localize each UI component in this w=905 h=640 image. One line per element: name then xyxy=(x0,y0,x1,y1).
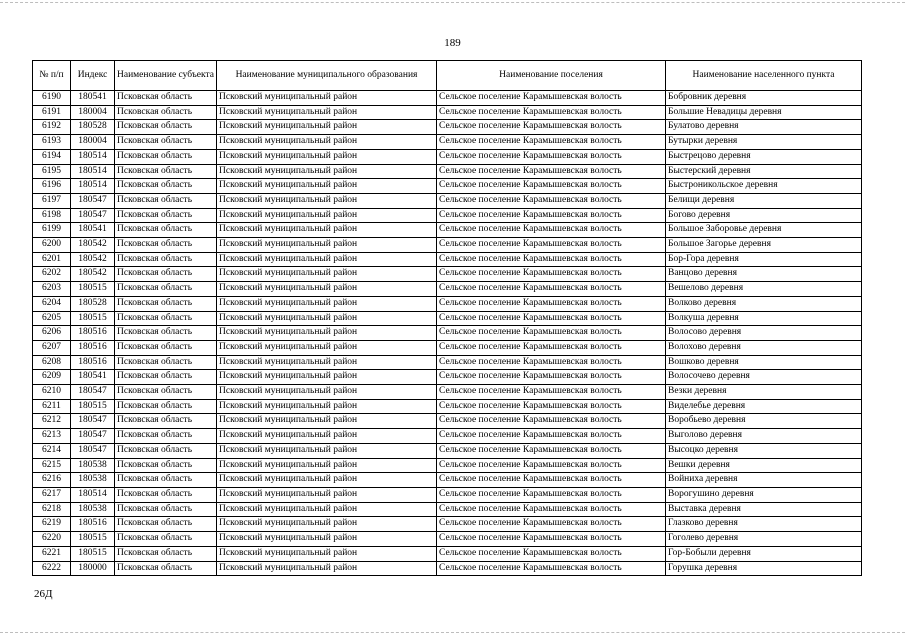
municipality-cell: Псковский муниципальный район xyxy=(217,208,437,223)
subject-cell: Псковская область xyxy=(115,370,217,385)
municipality-cell: Псковский муниципальный район xyxy=(217,443,437,458)
subject-cell: Псковская область xyxy=(115,179,217,194)
locality-cell: Горушка деревня xyxy=(666,561,862,576)
settlement-cell: Сельское поселение Карамышевская волость xyxy=(437,429,666,444)
row-number-cell: 6215 xyxy=(33,458,71,473)
locality-cell: Везки деревня xyxy=(666,385,862,400)
row-number-cell: 6198 xyxy=(33,208,71,223)
municipality-cell: Псковский муниципальный район xyxy=(217,561,437,576)
table-row xyxy=(33,252,862,267)
row-number-cell: 6207 xyxy=(33,340,71,355)
table-row xyxy=(33,370,862,385)
settlement-cell: Сельское поселение Карамышевская волость xyxy=(437,105,666,120)
index-cell: 180516 xyxy=(71,326,115,341)
municipality-cell: Псковский муниципальный район xyxy=(217,546,437,561)
index-cell: 180547 xyxy=(71,208,115,223)
municipality-cell: Псковский муниципальный район xyxy=(217,385,437,400)
table-row xyxy=(33,267,862,282)
index-cell: 180538 xyxy=(71,458,115,473)
locality-cell: Быстерский деревня xyxy=(666,164,862,179)
municipality-cell: Псковский муниципальный район xyxy=(217,458,437,473)
locality-cell: Бобровник деревня xyxy=(666,91,862,106)
table-row xyxy=(33,311,862,326)
subject-cell: Псковская область xyxy=(115,399,217,414)
municipality-cell: Псковский муниципальный район xyxy=(217,135,437,150)
table-row xyxy=(33,120,862,135)
subject-cell: Псковская область xyxy=(115,340,217,355)
locality-cell: Большое Загорье деревня xyxy=(666,238,862,253)
subject-cell: Псковская область xyxy=(115,532,217,547)
locality-cell: Белищи деревня xyxy=(666,193,862,208)
row-number-cell: 6190 xyxy=(33,91,71,106)
municipality-cell: Псковский муниципальный район xyxy=(217,282,437,297)
index-cell: 180547 xyxy=(71,385,115,400)
row-number-cell: 6202 xyxy=(33,267,71,282)
table-row xyxy=(33,473,862,488)
subject-cell: Псковская область xyxy=(115,208,217,223)
municipality-cell: Псковский муниципальный район xyxy=(217,326,437,341)
settlement-cell: Сельское поселение Карамышевская волость xyxy=(437,135,666,150)
table-row xyxy=(33,487,862,502)
settlement-cell: Сельское поселение Карамышевская волость xyxy=(437,91,666,106)
scan-top-edge xyxy=(0,2,905,4)
table-row xyxy=(33,546,862,561)
locality-cell: Богово деревня xyxy=(666,208,862,223)
table-row xyxy=(33,296,862,311)
municipality-cell: Псковский муниципальный район xyxy=(217,311,437,326)
municipality-cell: Псковский муниципальный район xyxy=(217,340,437,355)
municipality-cell: Псковский муниципальный район xyxy=(217,238,437,253)
municipality-cell: Псковский муниципальный район xyxy=(217,532,437,547)
locality-cell: Быстрецово деревня xyxy=(666,149,862,164)
table-row xyxy=(33,414,862,429)
subject-cell: Псковская область xyxy=(115,223,217,238)
settlement-cell: Сельское поселение Карамышевская волость xyxy=(437,517,666,532)
table-row xyxy=(33,149,862,164)
index-cell: 180547 xyxy=(71,414,115,429)
municipality-cell: Псковский муниципальный район xyxy=(217,355,437,370)
header-subject: Наименование субъекта xyxy=(115,61,217,91)
table-row xyxy=(33,282,862,297)
table-row xyxy=(33,179,862,194)
row-number-cell: 6204 xyxy=(33,296,71,311)
page-number: 189 xyxy=(444,37,461,49)
settlement-cell: Сельское поселение Карамышевская волость xyxy=(437,458,666,473)
locality-cell: Волкуша деревня xyxy=(666,311,862,326)
table-row xyxy=(33,517,862,532)
subject-cell: Псковская область xyxy=(115,443,217,458)
municipality-cell: Псковский муниципальный район xyxy=(217,267,437,282)
header-num: № п/п xyxy=(33,61,71,91)
row-number-cell: 6210 xyxy=(33,385,71,400)
row-number-cell: 6213 xyxy=(33,429,71,444)
index-cell: 180541 xyxy=(71,223,115,238)
subject-cell: Псковская область xyxy=(115,546,217,561)
scan-bottom-edge xyxy=(0,632,905,634)
row-number-cell: 6221 xyxy=(33,546,71,561)
index-cell: 180547 xyxy=(71,193,115,208)
table-row xyxy=(33,502,862,517)
subject-cell: Псковская область xyxy=(115,238,217,253)
table-row xyxy=(33,238,862,253)
row-number-cell: 6220 xyxy=(33,532,71,547)
locality-cell: Большие Невадицы деревня xyxy=(666,105,862,120)
index-cell: 180528 xyxy=(71,120,115,135)
settlement-cell: Сельское поселение Карамышевская волость xyxy=(437,252,666,267)
locality-cell: Волосочево деревня xyxy=(666,370,862,385)
index-cell: 180538 xyxy=(71,473,115,488)
row-number-cell: 6199 xyxy=(33,223,71,238)
row-number-cell: 6195 xyxy=(33,164,71,179)
subject-cell: Псковская область xyxy=(115,414,217,429)
table-row xyxy=(33,532,862,547)
locality-cell: Гоголево деревня xyxy=(666,532,862,547)
municipality-cell: Псковский муниципальный район xyxy=(217,429,437,444)
subject-cell: Псковская область xyxy=(115,355,217,370)
locality-cell: Виделебье деревня xyxy=(666,399,862,414)
table-row xyxy=(33,355,862,370)
locality-cell: Бор-Гора деревня xyxy=(666,252,862,267)
table-row xyxy=(33,443,862,458)
locality-cell: Глазково деревня xyxy=(666,517,862,532)
row-number-cell: 6208 xyxy=(33,355,71,370)
index-cell: 180515 xyxy=(71,282,115,297)
table-row xyxy=(33,193,862,208)
index-cell: 180542 xyxy=(71,267,115,282)
row-number-cell: 6212 xyxy=(33,414,71,429)
row-number-cell: 6214 xyxy=(33,443,71,458)
settlement-cell: Сельское поселение Карамышевская волость xyxy=(437,443,666,458)
subject-cell: Псковская область xyxy=(115,473,217,488)
index-cell: 180514 xyxy=(71,179,115,194)
row-number-cell: 6206 xyxy=(33,326,71,341)
row-number-cell: 6191 xyxy=(33,105,71,120)
table-row xyxy=(33,164,862,179)
row-number-cell: 6203 xyxy=(33,282,71,297)
row-number-cell: 6196 xyxy=(33,179,71,194)
locality-cell: Волосово деревня xyxy=(666,326,862,341)
municipality-cell: Псковский муниципальный район xyxy=(217,149,437,164)
settlement-cell: Сельское поселение Карамышевская волость xyxy=(437,267,666,282)
subject-cell: Псковская область xyxy=(115,135,217,150)
municipality-cell: Псковский муниципальный район xyxy=(217,105,437,120)
locality-cell: Вешки деревня xyxy=(666,458,862,473)
settlement-cell: Сельское поселение Карамышевская волость xyxy=(437,385,666,400)
settlement-cell: Сельское поселение Карамышевская волость xyxy=(437,149,666,164)
header-locality: Наименование населенного пункта xyxy=(666,61,862,91)
settlement-cell: Сельское поселение Карамышевская волость xyxy=(437,179,666,194)
row-number-cell: 6194 xyxy=(33,149,71,164)
footer-code: 26Д xyxy=(34,588,53,600)
table-body xyxy=(33,91,862,576)
row-number-cell: 6216 xyxy=(33,473,71,488)
header-index: Индекс xyxy=(71,61,115,91)
index-cell: 180528 xyxy=(71,296,115,311)
locality-cell: Гор-Бобыли деревня xyxy=(666,546,862,561)
row-number-cell: 6217 xyxy=(33,487,71,502)
settlement-cell: Сельское поселение Карамышевская волость xyxy=(437,414,666,429)
locality-cell: Булатово деревня xyxy=(666,120,862,135)
index-cell: 180514 xyxy=(71,149,115,164)
locality-cell: Ворогушино деревня xyxy=(666,487,862,502)
subject-cell: Псковская область xyxy=(115,296,217,311)
row-number-cell: 6222 xyxy=(33,561,71,576)
municipality-cell: Псковский муниципальный район xyxy=(217,399,437,414)
table-row xyxy=(33,429,862,444)
header-settlement: Наименование поселения xyxy=(437,61,666,91)
table-row xyxy=(33,326,862,341)
locality-cell: Выставка деревня xyxy=(666,502,862,517)
header-municipality: Наименование муниципального образования xyxy=(217,61,437,91)
settlement-cell: Сельское поселение Карамышевская волость xyxy=(437,193,666,208)
index-cell: 180514 xyxy=(71,164,115,179)
index-cell: 180538 xyxy=(71,502,115,517)
locality-cell: Большое Заборовье деревня xyxy=(666,223,862,238)
subject-cell: Псковская область xyxy=(115,267,217,282)
settlement-cell: Сельское поселение Карамышевская волость xyxy=(437,296,666,311)
municipality-cell: Псковский муниципальный район xyxy=(217,179,437,194)
settlement-cell: Сельское поселение Карамышевская волость xyxy=(437,340,666,355)
settlement-cell: Сельское поселение Карамышевская волость xyxy=(437,546,666,561)
municipality-cell: Псковский муниципальный район xyxy=(217,414,437,429)
table-row xyxy=(33,208,862,223)
settlement-cell: Сельское поселение Карамышевская волость xyxy=(437,532,666,547)
locality-cell: Волохово деревня xyxy=(666,340,862,355)
index-cell: 180547 xyxy=(71,429,115,444)
table-row xyxy=(33,91,862,106)
settlement-cell: Сельское поселение Карамышевская волость xyxy=(437,120,666,135)
subject-cell: Псковская область xyxy=(115,517,217,532)
municipality-cell: Псковский муниципальный район xyxy=(217,120,437,135)
subject-cell: Псковская область xyxy=(115,282,217,297)
table-row xyxy=(33,105,862,120)
subject-cell: Псковская область xyxy=(115,429,217,444)
settlement-cell: Сельское поселение Карамышевская волость xyxy=(437,561,666,576)
index-cell: 180004 xyxy=(71,105,115,120)
municipality-cell: Псковский муниципальный район xyxy=(217,487,437,502)
row-number-cell: 6219 xyxy=(33,517,71,532)
settlement-cell: Сельское поселение Карамышевская волость xyxy=(437,487,666,502)
table-row xyxy=(33,135,862,150)
municipality-cell: Псковский муниципальный район xyxy=(217,164,437,179)
index-cell: 180515 xyxy=(71,546,115,561)
settlement-cell: Сельское поселение Карамышевская волость xyxy=(437,370,666,385)
table-row xyxy=(33,340,862,355)
row-number-cell: 6205 xyxy=(33,311,71,326)
table-header-row xyxy=(33,61,862,91)
table-row xyxy=(33,561,862,576)
subject-cell: Псковская область xyxy=(115,105,217,120)
index-cell: 180000 xyxy=(71,561,115,576)
index-cell: 180515 xyxy=(71,311,115,326)
localities-table xyxy=(32,60,862,576)
subject-cell: Псковская область xyxy=(115,120,217,135)
settlement-cell: Сельское поселение Карамышевская волость xyxy=(437,473,666,488)
subject-cell: Псковская область xyxy=(115,502,217,517)
index-cell: 180541 xyxy=(71,370,115,385)
row-number-cell: 6192 xyxy=(33,120,71,135)
subject-cell: Псковская область xyxy=(115,164,217,179)
locality-cell: Вошково деревня xyxy=(666,355,862,370)
settlement-cell: Сельское поселение Карамышевская волость xyxy=(437,355,666,370)
municipality-cell: Псковский муниципальный район xyxy=(217,193,437,208)
subject-cell: Псковская область xyxy=(115,311,217,326)
locality-cell: Волково деревня xyxy=(666,296,862,311)
settlement-cell: Сельское поселение Карамышевская волость xyxy=(437,282,666,297)
row-number-cell: 6200 xyxy=(33,238,71,253)
settlement-cell: Сельское поселение Карамышевская волость xyxy=(437,238,666,253)
subject-cell: Псковская область xyxy=(115,149,217,164)
index-cell: 180004 xyxy=(71,135,115,150)
index-cell: 180542 xyxy=(71,252,115,267)
index-cell: 180515 xyxy=(71,399,115,414)
subject-cell: Псковская область xyxy=(115,252,217,267)
index-cell: 180516 xyxy=(71,517,115,532)
locality-cell: Ванцово деревня xyxy=(666,267,862,282)
subject-cell: Псковская область xyxy=(115,561,217,576)
settlement-cell: Сельское поселение Карамышевская волость xyxy=(437,223,666,238)
municipality-cell: Псковский муниципальный район xyxy=(217,91,437,106)
index-cell: 180515 xyxy=(71,532,115,547)
locality-cell: Бутырки деревня xyxy=(666,135,862,150)
municipality-cell: Псковский муниципальный район xyxy=(217,223,437,238)
locality-cell: Вешелово деревня xyxy=(666,282,862,297)
subject-cell: Псковская область xyxy=(115,487,217,502)
row-number-cell: 6211 xyxy=(33,399,71,414)
municipality-cell: Псковский муниципальный район xyxy=(217,370,437,385)
index-cell: 180516 xyxy=(71,340,115,355)
row-number-cell: 6193 xyxy=(33,135,71,150)
table-row xyxy=(33,399,862,414)
subject-cell: Псковская область xyxy=(115,326,217,341)
row-number-cell: 6209 xyxy=(33,370,71,385)
table-row xyxy=(33,223,862,238)
locality-cell: Высоцко деревня xyxy=(666,443,862,458)
settlement-cell: Сельское поселение Карамышевская волость xyxy=(437,326,666,341)
table-row xyxy=(33,385,862,400)
municipality-cell: Псковский муниципальный район xyxy=(217,502,437,517)
row-number-cell: 6218 xyxy=(33,502,71,517)
subject-cell: Псковская область xyxy=(115,458,217,473)
locality-cell: Войниха деревня xyxy=(666,473,862,488)
row-number-cell: 6197 xyxy=(33,193,71,208)
municipality-cell: Псковский муниципальный район xyxy=(217,517,437,532)
locality-cell: Быстроникольское деревня xyxy=(666,179,862,194)
settlement-cell: Сельское поселение Карамышевская волость xyxy=(437,208,666,223)
municipality-cell: Псковский муниципальный район xyxy=(217,296,437,311)
settlement-cell: Сельское поселение Карамышевская волость xyxy=(437,311,666,326)
settlement-cell: Сельское поселение Карамышевская волость xyxy=(437,164,666,179)
municipality-cell: Псковский муниципальный район xyxy=(217,252,437,267)
subject-cell: Псковская область xyxy=(115,193,217,208)
settlement-cell: Сельское поселение Карамышевская волость xyxy=(437,502,666,517)
municipality-cell: Псковский муниципальный район xyxy=(217,473,437,488)
index-cell: 180516 xyxy=(71,355,115,370)
locality-cell: Выголово деревня xyxy=(666,429,862,444)
index-cell: 180514 xyxy=(71,487,115,502)
index-cell: 180542 xyxy=(71,238,115,253)
index-cell: 180541 xyxy=(71,91,115,106)
row-number-cell: 6201 xyxy=(33,252,71,267)
locality-cell: Воробьево деревня xyxy=(666,414,862,429)
subject-cell: Псковская область xyxy=(115,385,217,400)
settlement-cell: Сельское поселение Карамышевская волость xyxy=(437,399,666,414)
table-row xyxy=(33,458,862,473)
index-cell: 180547 xyxy=(71,443,115,458)
subject-cell: Псковская область xyxy=(115,91,217,106)
